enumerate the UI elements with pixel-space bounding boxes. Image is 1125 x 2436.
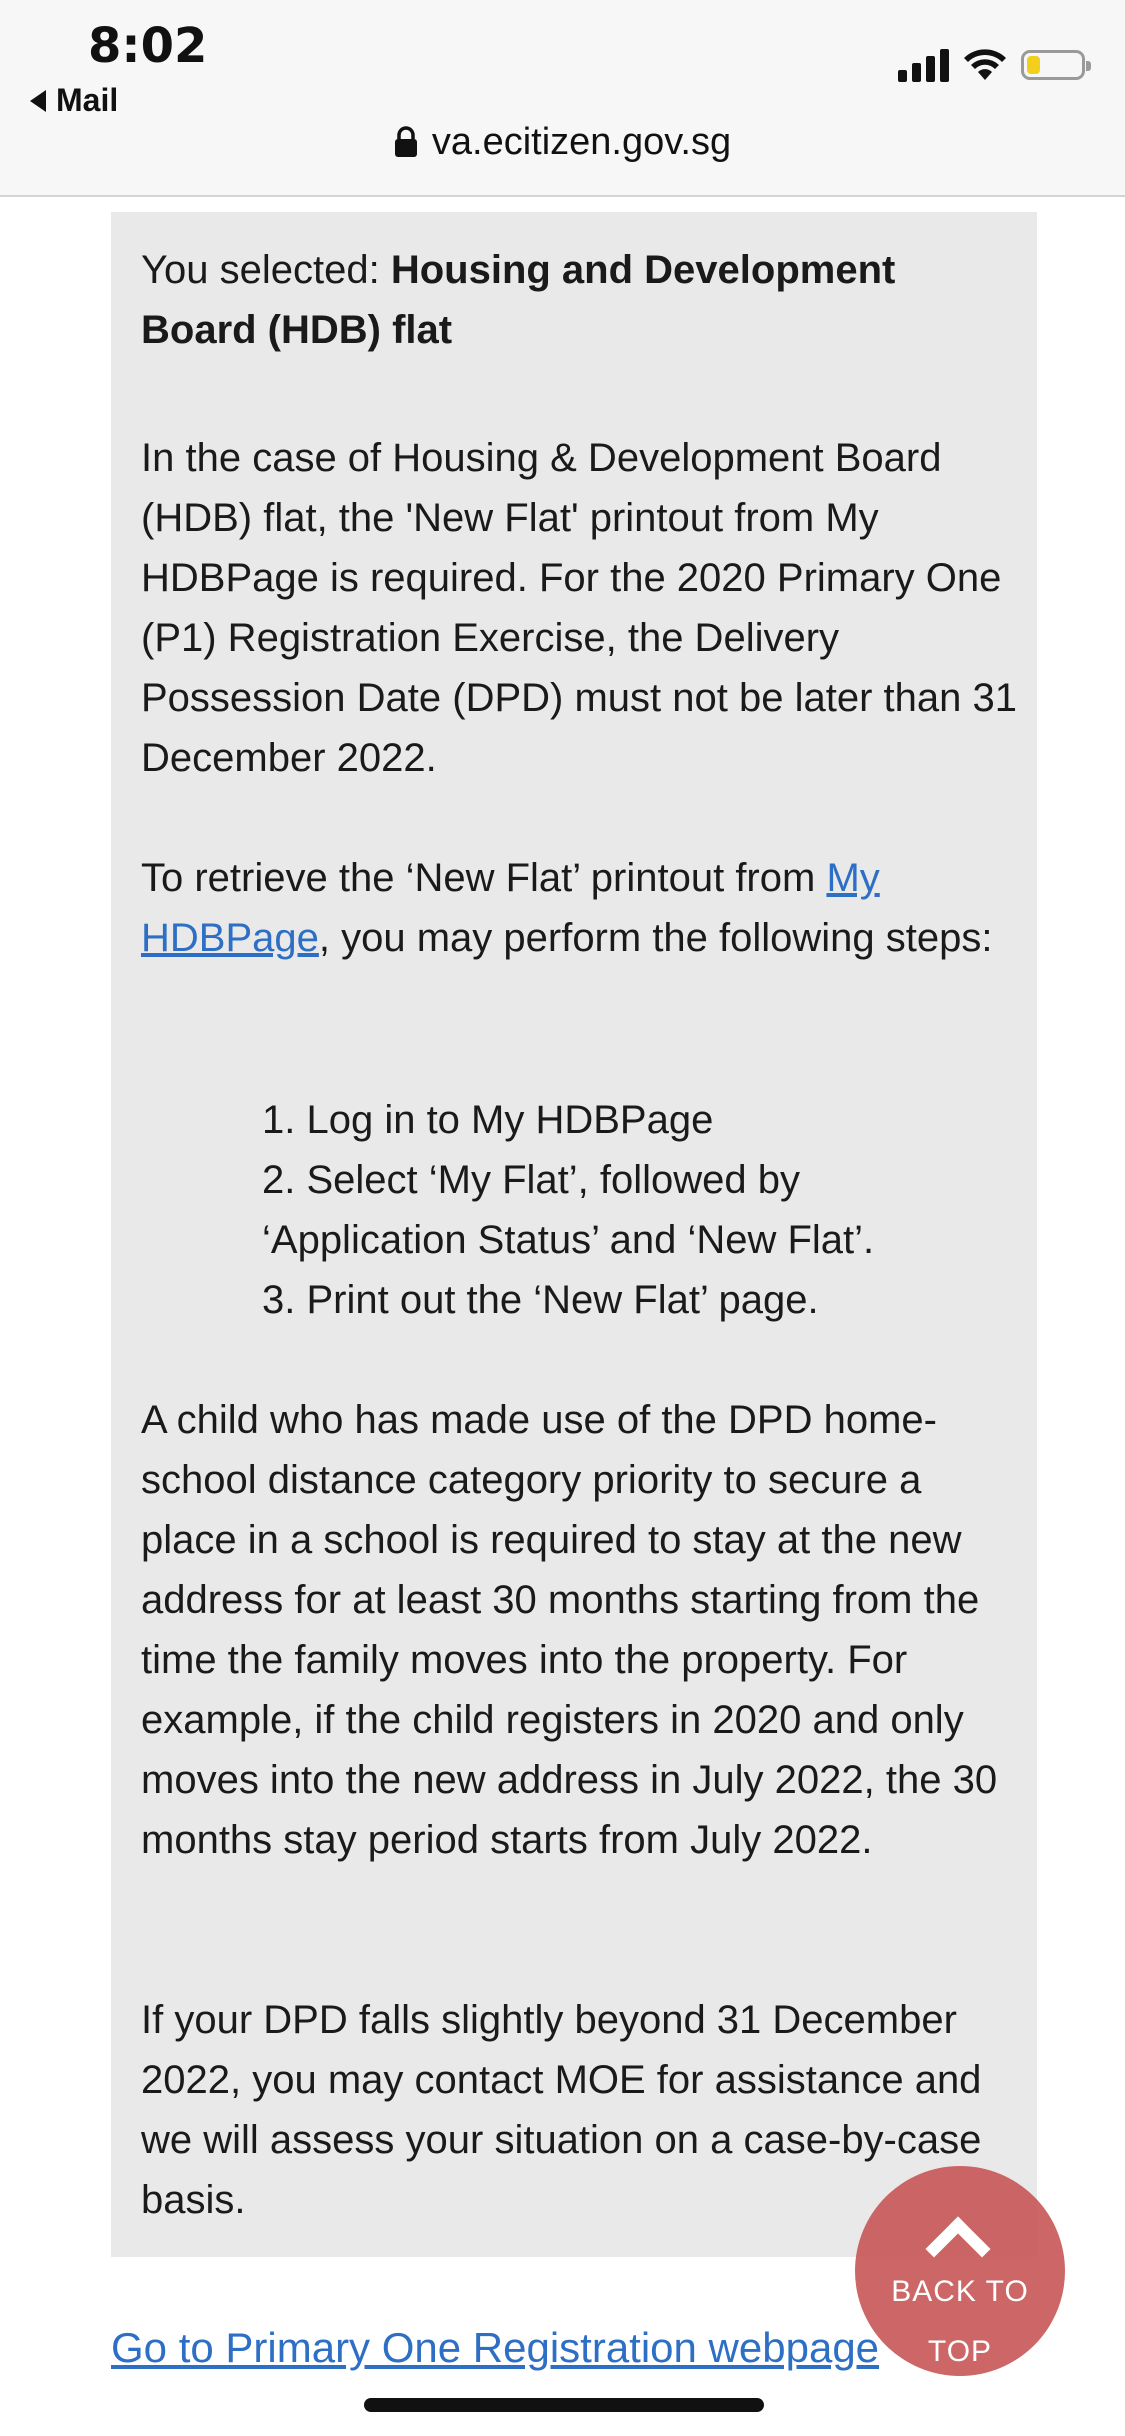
back-to-top-button[interactable] — [855, 2166, 1065, 2376]
steps-list — [262, 1090, 982, 1330]
paragraph-assistance: If your DPD falls slightly beyond 31 December 2022, you may contact MOE for assistance and we will assess your situation on a case-by-case basis. — [141, 1998, 982, 2222]
retrieve-text-after: , you may perform the following steps: — [318, 916, 993, 960]
wifi-icon — [963, 48, 1007, 82]
home-indicator — [364, 2398, 764, 2412]
selection-value: Housing and Development Board (HDB) flat — [141, 248, 896, 352]
primary-one-registration-link[interactable]: Go to Primary One Registration webpage — [111, 2324, 880, 2371]
selection-prefix: You selected: — [141, 248, 391, 292]
step-item: 2. Select ‘My Flat’, followed by ‘Application Status’ and ‘New Flat’. — [262, 1158, 875, 1262]
browser-top-bar — [0, 0, 1125, 197]
step-item: 3. Print out the ‘New Flat’ page. — [262, 1278, 819, 1322]
back-app-label: Mail — [56, 82, 119, 118]
paragraph-requirement: In the case of Housing & Development Board (HDB) flat, the 'New Flat' printout from My HDBPage is required. For the 2020 Primary One (P1) Registration Exercise, the Delivery Possession Date (DPD) must not be later than 31 December 2022. — [141, 436, 1017, 780]
url-domain: va.ecitizen.gov.sg — [431, 120, 732, 163]
back-triangle-icon — [30, 90, 46, 112]
paragraph-retrieve — [141, 848, 1021, 968]
url-bar[interactable] — [0, 112, 1125, 172]
battery-level — [1027, 56, 1040, 74]
status-icons — [898, 48, 1085, 82]
status-time: 8:02 — [88, 18, 208, 74]
signal-icon — [898, 48, 949, 82]
back-to-top-label: BACK TO TOP — [891, 2275, 1029, 2368]
paragraph-stay-requirement: A child who has made use of the DPD home-school distance category priority to secure a place in a school is required to stay at the new address for at least 30 months starting from the time the family moves into the property. For example, if the child registers in 2020 and only moves into the new address in July 2022, the 30 months stay period starts from July 2022. — [141, 1398, 998, 1862]
lock-icon — [394, 126, 418, 158]
battery-icon — [1021, 50, 1085, 80]
step-item: 1. Log in to My HDBPage — [262, 1098, 714, 1142]
my-hdbpage-link[interactable]: My HDBPage — [141, 856, 880, 960]
selection-summary — [141, 240, 1021, 360]
retrieve-text-before: To retrieve the ‘New Flat’ printout from — [141, 856, 827, 900]
